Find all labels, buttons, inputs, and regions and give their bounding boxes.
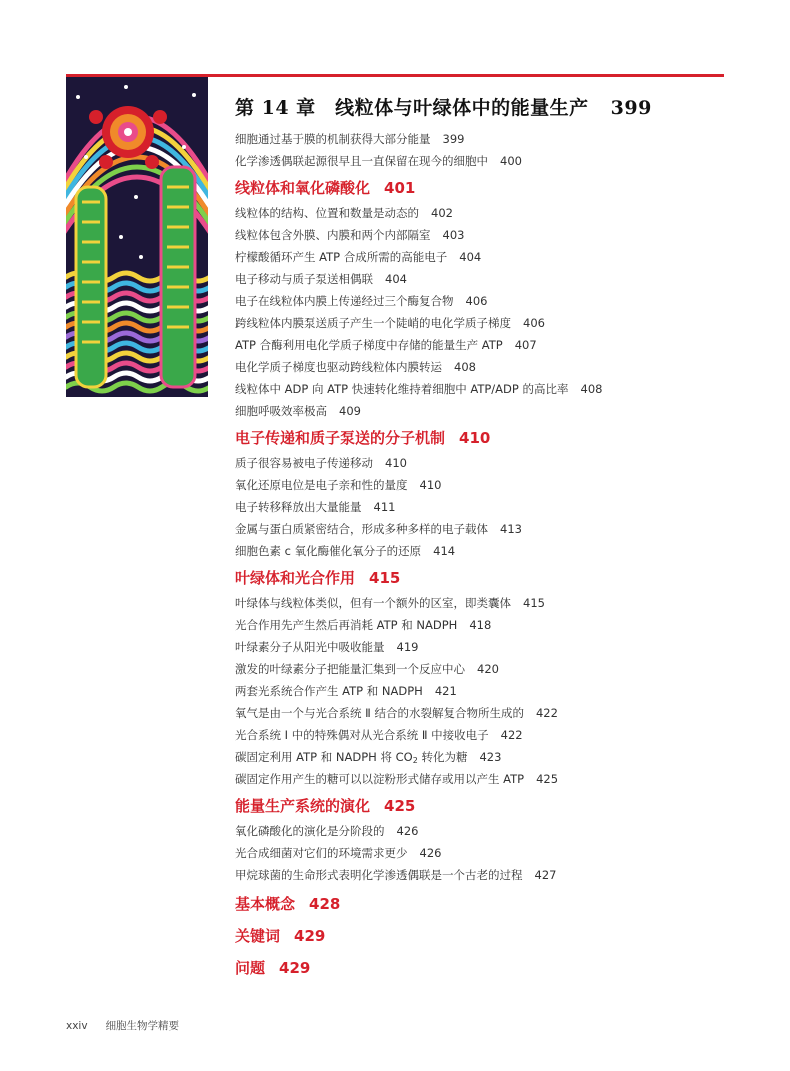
section-page: 429 <box>294 927 326 945</box>
section-title: 问题 <box>235 959 266 977</box>
toc-item[interactable] <box>235 771 558 787</box>
toc-item-text: 细胞色素 c 氧化酶催化氧分子的还原 <box>235 544 422 558</box>
toc-item-page: 410 <box>419 478 442 492</box>
toc-item[interactable] <box>235 499 395 515</box>
toc-item-text: 电子移动与质子泵送相偶联 <box>235 272 373 286</box>
toc-item-text: 电子在线粒体内膜上传递经过三个酶复合物 <box>235 294 454 308</box>
toc-item-page: 399 <box>442 132 465 146</box>
section-heading[interactable] <box>235 925 325 946</box>
toc-item[interactable] <box>235 131 464 147</box>
toc-item-text: 线粒体的结构、位置和数量是动态的 <box>235 206 419 220</box>
toc-item-text: 氧化还原电位是电子亲和性的量度 <box>235 478 408 492</box>
section-title: 叶绿体和光合作用 <box>235 569 356 587</box>
toc-item-page: 420 <box>477 662 499 676</box>
toc-item[interactable] <box>235 823 418 839</box>
section-heading[interactable] <box>235 893 340 914</box>
toc-item[interactable] <box>235 315 545 331</box>
toc-item[interactable] <box>235 727 523 743</box>
toc-item[interactable] <box>235 661 499 677</box>
toc-item[interactable] <box>235 205 453 221</box>
toc-item[interactable] <box>235 227 464 243</box>
toc-item[interactable] <box>235 521 522 537</box>
page-footer <box>66 1018 179 1033</box>
toc-item-text: 碳固定作用产生的糖可以以淀粉形式储存或用以产生 ATP <box>235 772 525 786</box>
toc-item-page: 406 <box>523 316 545 330</box>
toc-item-text: 两套光系统合作产生 ATP 和 NADPH <box>235 684 423 698</box>
toc-item[interactable] <box>235 249 481 265</box>
footer-book-title: 细胞生物学精要 <box>105 1020 180 1032</box>
toc-item-page: 407 <box>514 338 537 352</box>
section-page: 425 <box>384 797 416 815</box>
toc-item-page: 423 <box>479 750 502 764</box>
section-title: 电子传递和质子泵送的分子机制 <box>235 429 446 447</box>
chapter-page: 399 <box>610 97 652 119</box>
toc-item-text: 叶绿体与线粒体类似，但有一个额外的区室，即类囊体 <box>235 596 511 610</box>
toc-item[interactable] <box>235 337 537 353</box>
toc-item[interactable] <box>235 639 418 655</box>
toc-item[interactable] <box>235 683 457 699</box>
toc-item-page: 418 <box>469 618 492 632</box>
toc-item[interactable] <box>235 381 602 397</box>
toc-item-page: 408 <box>580 382 603 396</box>
toc-item[interactable] <box>235 271 407 287</box>
toc-item-text: 细胞呼吸效率极高 <box>235 404 327 418</box>
toc-item-page: 426 <box>396 824 419 838</box>
section-heading[interactable] <box>235 957 310 978</box>
toc-item-text: 光合作用先产生然后再消耗 ATP 和 NADPH <box>235 618 458 632</box>
section-page: 415 <box>369 569 401 587</box>
toc-item-text: 氧化磷酸化的演化是分阶段的 <box>235 824 385 838</box>
toc-item-page: 404 <box>385 272 407 286</box>
toc-item-page: 408 <box>454 360 476 374</box>
toc-item[interactable] <box>235 595 545 611</box>
section-title: 线粒体和氧化磷酸化 <box>235 179 371 197</box>
toc-item-page: 402 <box>431 206 453 220</box>
section-heading[interactable] <box>235 177 415 198</box>
toc-item-text: 柠檬酸循环产生 ATP 合成所需的高能电子 <box>235 250 448 264</box>
toc-item-text: 光合成细菌对它们的环境需求更少 <box>235 846 408 860</box>
toc-item-text: 细胞通过基于膜的机制获得大部分能量 <box>235 132 431 146</box>
section-title: 能量生产系统的演化 <box>235 797 371 815</box>
toc-item-text: 氧气是由一个与光合系统 Ⅱ 结合的水裂解复合物所生成的 <box>235 706 524 720</box>
toc-item-page: 419 <box>396 640 419 654</box>
toc-item-page: 409 <box>339 404 361 418</box>
toc-item-text: 金属与蛋白质紧密结合，形成多种多样的电子载体 <box>235 522 488 536</box>
chapter-title: 第 14 章 线粒体与叶绿体中的能量生产 <box>235 97 589 119</box>
toc-item-page: 422 <box>500 728 523 742</box>
toc-item-page: 427 <box>534 868 557 882</box>
section-heading[interactable] <box>235 427 490 448</box>
toc-item-page: 415 <box>523 596 545 610</box>
toc-item[interactable] <box>235 867 556 883</box>
section-heading[interactable] <box>235 567 400 588</box>
toc-item[interactable] <box>235 749 501 765</box>
chapter-artwork <box>66 77 208 397</box>
toc-item-text: 叶绿素分子从阳光中吸收能量 <box>235 640 385 654</box>
toc-item-text: 线粒体包含外膜、内膜和两个内部隔室 <box>235 228 431 242</box>
section-page: 429 <box>279 959 311 977</box>
toc-item-text: 甲烷球菌的生命形式表明化学渗透偶联是一个古老的过程 <box>235 868 523 882</box>
toc-item-text: 质子很容易被电子传递移动 <box>235 456 373 470</box>
toc-item-page: 410 <box>385 456 407 470</box>
toc-item-text: 电子转移释放出大量能量 <box>235 500 362 514</box>
toc-item[interactable] <box>235 455 407 471</box>
toc-item[interactable] <box>235 477 441 493</box>
toc-item[interactable] <box>235 543 455 559</box>
toc-item-page: 411 <box>373 500 396 514</box>
toc-item-page: 404 <box>459 250 482 264</box>
toc-item-page: 406 <box>465 294 488 308</box>
toc-item-text: 激发的叶绿素分子把能量汇集到一个反应中心 <box>235 662 465 676</box>
toc-item-text: 化学渗透偶联起源很早且一直保留在现今的细胞中 <box>235 154 488 168</box>
toc-item-text: 跨线粒体内膜泵送质子产生一个陡峭的电化学质子梯度 <box>235 316 511 330</box>
footer-page-number: xxiv <box>66 1020 88 1032</box>
section-page: 401 <box>384 179 416 197</box>
toc-item[interactable] <box>235 153 522 169</box>
toc-item[interactable] <box>235 705 558 721</box>
toc-item[interactable] <box>235 403 361 419</box>
section-heading[interactable] <box>235 795 415 816</box>
toc-item-text: ATP 合酶利用电化学质子梯度中存储的能量生产 ATP <box>235 338 503 352</box>
toc-item[interactable] <box>235 359 476 375</box>
toc-item-page: 425 <box>536 772 559 786</box>
toc-item-text-part: 碳固定利用 ATP 和 NADPH 将 CO <box>235 750 413 764</box>
toc-item[interactable] <box>235 845 441 861</box>
toc-item[interactable] <box>235 617 491 633</box>
section-title: 关键词 <box>235 927 281 945</box>
subscript: 2 <box>412 756 418 765</box>
toc-item-page: 421 <box>434 684 457 698</box>
toc-item-page: 400 <box>500 154 522 168</box>
toc-item-page: 422 <box>535 706 558 720</box>
toc-item-text: 线粒体中 ADP 向 ATP 快速转化维持着细胞中 ATP/ADP 的高比率 <box>235 382 569 396</box>
toc-item-page: 426 <box>419 846 442 860</box>
toc-item-text-part: 转化为糖 <box>417 750 468 764</box>
section-title: 基本概念 <box>235 895 296 913</box>
toc-item-page: 413 <box>500 522 522 536</box>
toc-item[interactable] <box>235 293 487 309</box>
section-page: 410 <box>459 429 491 447</box>
section-page: 428 <box>309 895 341 913</box>
toc-item-text: 光合系统 Ⅰ 中的特殊偶对从光合系统 Ⅱ 中接收电子 <box>235 728 489 742</box>
toc-item-text: 电化学质子梯度也驱动跨线粒体内膜转运 <box>235 360 442 374</box>
toc-item-page: 414 <box>433 544 456 558</box>
toc-item-page: 403 <box>442 228 465 242</box>
chapter-title-line[interactable] <box>235 93 652 120</box>
